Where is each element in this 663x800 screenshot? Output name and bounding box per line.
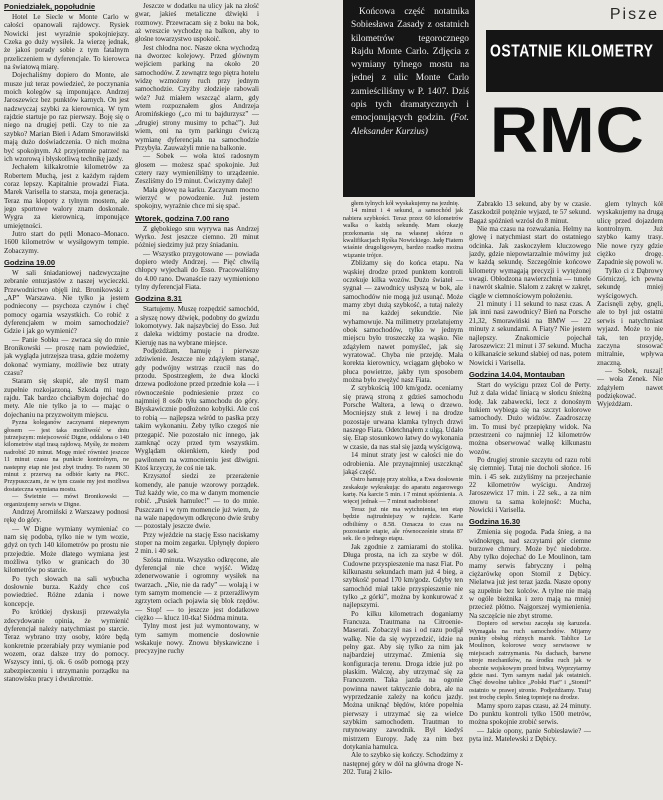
paragraph: Zabrakło 13 sekund, aby by w czasie. Zaszkodził potężnie wyjazd, te 57 sekund. Bagaż spóźnień wzrósł do 8 minut. [469,200,591,225]
paragraph: 21 minuty i 11 sekund to nasz czas. A jak inni nasi zawodnicy? Bień na Porsche 21,32, Smorawiński na BMW — 22 minuty z sekundami. A Fiaty? Nie jestem najlepszy. Znakomicie pojechał Jaroszewicz: 21 minut i 37 sekund. Mucha o kilkanaście sekund słabiej od nas, potem Nowicki i Varisella. [469,300,591,367]
article-column-2 [135,2,259,798]
article-column-1 [4,2,129,798]
section-heading: Godzina 8.31 [135,294,182,304]
paragraph: Jeszcze w dodatku na ulicy jak na złość gwar, jakieś metaliczne dźwięki i rozmowy. Przewracam się z boku na bok, aż wreszcie wychodzę na balkon, aby to głośne towarzystwo uspokoić. [135,2,259,44]
paragraph: głem tylnych kół wyskakujemy na jezdnię. [351,200,460,207]
paragraph: Podjeżdżam, hamuję i pierwsze zdziwienie. Jeszcze nie zdążyłem stanąć, gdy podwójny wstrząs rzucił nas do przodu. Spostrzegłem, że dwa klocki drzewa podłożone przed przednie koła — i równocześnie podniesienie przez co najmniej 8 osób tyłu samochodu do góry. Błyskawicznie podłożono kobyłki. Ale coś to robią — najlepsza wśród to pasłka przy takim wykonaniu. Żeby tylko czegoś nie przegapić. Nie pozostało nic innego, jak zamknąć oczy przed tym wszystkim. Wyglądam okienkiem, kiedy pod pawilonem na wzmocnieniu jest dźwigni. Ktoś krzyczy, że coś nie tak. [135,347,259,472]
photo-strip [262,0,340,800]
paragraph: Jest chłodna noc. Nasze okna wychodzą na dworzec kolejowy. Przed głównym wejściem parking na około 20 samochodów. Z zewnątrz tego piętra hotelu widzę wzmożony ruch przy jednym samochodzie. Czyżby złodzieje rabowali wóz? Już miałem wszcząć alarm, gdy wtem rozpoznałem głos Andrzeja Aromińskiego („co mi tu bajdurzysz” — „drugiej strony musimy to pchać”). Już wiem, oni na tym parkingu ćwiczą wymianę dyferencjała na samochodzie Przybyła. Zauważyli mnie na balkonie. [135,43,259,152]
paragraph: Po tych słowach na sali wybucha dosłownie burza. Każdy chce coś powiedzieć. Różne zdania i nowe koncepcje. [4,574,129,608]
paragraph: Andrzej Aromiński z Warszawy podnosi rękę do góry. [4,508,129,525]
article-column-5 [597,200,663,798]
section-heading: Wtorek, godzina 7.00 rano [135,213,230,223]
article-title: OSTATNIE KILOMETRY [490,40,654,60]
paragraph: Mała głowę na karku. Zaczynam mocno wierzyć w powodzenie. Już jestem spokojny, wyraźnie chce mi się spać. [135,185,259,211]
paragraph: — Świetnie — mówi Bronikowski — organizujemy serwis w Digne. [4,493,129,508]
paragraph: Mamy sporo zapas czasu, aż 24 minuty. Do punktu kontroli tylko 1500 metrów, można spokojnie zrobić serwis. [469,701,591,727]
paragraph: Startujemy. Muszę rozpędzić samochód, a słyszę nowy dźwięk, podobny do gwizdu lokomotywy. Jak najszybciej do Esso. Już z daleka widzimy postacie na drodze. Kieruję nas na wybrane miejsce. [135,305,259,347]
paragraph: Zmienia się pogoda. Pada śnieg, a na widnokręgu, nad szczytami gór ciemne burzowe chmury. Może być niedobrze. Aby tylko dojechać do Le Moulinon, tam mamy serwis fabryczny i pełną ciężarówkę opon Stomil z Dębicy. Nielatwa już jest teraz jazda. Nasze opony są zupełnie bez kolców. A tylne nie mają w ogóle bieżnika i zero mają na mniej przecież płótno. Najgorszej wymienienia. Na szczęście nie zbyt strome. [469,528,591,620]
paragraph: Z szybkością 100 km/godz. oceniamy się prawą stroną z gdzieś samochodu Porsche Waltera, a lewą o drzewo. Mocniejszy stuk z lewej i na drodze pozostaje urwana klamka tylnych drzwi naszego Fiata. Odetchnąłem z ulgą. Udało się. Etap stosunkowo łatwy do wykonania w czasie, da nas stał się jazdą wyścigową. [343,384,463,451]
paragraph: — W Digne wymiany wymieniać co nam się podoba, tylko nie w tym wozie, gdyż on tych 140 kilometrów po prostu nie przejedzie. Może dlatego wymiana jest możliwa tylko w granicach do 30 kilometrów po starcie. [4,524,129,575]
paragraph: Dopiero od serwisu zaczęła się karuzela. Wymagała na ruch samochodów. Mijamy punkty obsług różnych marek. Tablice Le Moulinon, kolorowe wozy serwisowe w miejscach zatrzymania. Na dachach, barwne stroje mechaników, na środku ruch jak w obecnie wojskowym przed bitwą. Wyprzytarmy gdzie nasi. Tym samym nadal jak ostatnich. Chęć dowolne tablice „Polski Fiat” i „Stomil” ostatnio w prawej stronie. Podjeżdżamy. Tutaj jest trochę ciepło. Śnieg topnieje na drodze. [469,620,591,702]
paragraph: Po kilku kilometrach doganiamy Francuza. Trautmana na Citroenie-Maserati. Zobaczył nas i od razu podjął walkę. Nie da się wyprzedzić, idzie na pełny gaz. Aby się tylko za nim jak najbardziej utrzymać. Zmienia się konfiguracja terenu. Droga idzie już po płaskim. Walczę, aby utrzymać się za Francuzem. Taka jazda na ogonie powinna nawet taktycznie dobra, ale na wyprzedzanie zależy na końcu jazdy. Można uniknąć błędów, które popełnia pierwszy i utrzymać się za wielce szybkim samochodem. Trautman to rutynowany zawodnik. Był kiedyś mistrzem Europy. Jadę za nim bez dotykania hamulca. [343,609,463,752]
paragraph: Krzysztof siedzi ze przerażenie komendy, ale panuje wzorowy porządek. Tuż każdy wie, co ma w danym momencie robić. „Pusiek hamulec!” — to do mnie. Puszczam i w tym momencie już wiem, że na wale napędowym odkręcono dwie śruby — pozostały jeszcze dwie. [135,472,259,531]
paragraph: — Wszystko przygotowane — powiada dopiero wtedy Andrzej. — Pięć chwilą chłopcy wyjechali do Esso. Pracowaliśmy do 4.00 rano. Dwanaście razy wymieniono tylny dyferencjał Fiata. [135,249,259,291]
paragraph: Szósta minuta. Wszystko odkręcone, ale dyferencjał nie chce wyjść. Widzę zdenerwowanie i ogromny wysiłek na twarzach. „Nie, nie da rady” — wołają i w tym samym momencie — z przeraźliwym zgrzytem ociach pojawia się blok rzędów. — Stop! — to jeszcze jest dodatkowe ciężko — klucz 10-tka! Siódma minuta. [135,555,259,623]
paragraph: Jutro start do pętli Monaco–Monaco. 1600 kilometrów w wysiłgowym tempie. Zobaczymy. [4,229,129,255]
lead-text: Końcowa część notatnika Sobiesława Zasady z ostatnich kilometrów tegorocznego Rajdu Monte Carlo. Zdjęcia z wymiany tylnego mostu na jednej z ulic Monte Carlo zamieściliśmy w P. 1407. Dziś opis tych dramatycznych i emocjonujących godzin. [351,7,469,124]
paragraph: Ostro hamuję przy stolika, a Ewa dosłownie zeskakuje wykrakując do aparatu zegarowego kartę. Na karcie 5 min. i 7 minut spóźnienia. A więcej jednak — 7 minut nadrobione! [343,476,463,506]
paragraph: — Sobek, ruszaj! — woła Zenek. Nie zdążyłem nawet podziękować. Wyjeżdżam. [597,366,663,409]
paragraph: Teraz już nie ma wytchnienia, ten etap będzie najtrudniejszy w rajdzie. Karte odbiliśmy o 8.58. Oznacza to czas na pozostanie etapie, ale równocześnie strata 87 sek. ile o jednego etapu. [343,505,463,543]
section-heading: Godzina 16.30 [469,517,521,527]
paragraph: Hotel Le Siecle w Monte Carlo w całości opanowali rajdowcy. Rysiek Nowicki jest wyraźnie spokojniejszy. Czeka go duży wysiłek. Ja wierzę jednak, że jakoś porady sobie z tym fatalnym przeliczeniem w dyferencjale. To kierowca na światową miarę. [4,13,129,72]
paragraph: Tylko ci z Dąbrowy Górniczej, ich pewna sekundę mniej wyścigowych. Zacisnęli zęby, gnęli, ale to był już ostatni serwis i natychmiast wyjazd. Może to nie tak, ten przyjdę, zaczyna stosować mitralnie, wpływa znaczną. [597,266,663,367]
paragraph: Po drugiej stronie szczytu od razu robi się ciemniej. Tutaj nie docholi słońce. 16 min. i 45 sek. zużyliśmy na przejechanie 22 kilometrów wyścigu. Andrzej Jaroszewicz 17 min. i 22 sek., a za nim znowu ta sama kolejność: Mucha, Nowicki i Varisella. [469,455,591,515]
paragraph: — Panie Sobku — zwraca się do mnie Bronikowski — proszę nam powiedzieć, jak wygląda jutrzejsza trasa, gdzie możemy dokonać wymiany, możliwie bez utraty czasu? [4,335,129,378]
section-heading: Godzina 14.04, Montauban [469,369,565,379]
author-prefix: Pisze [609,6,659,23]
section-heading: Poniedziałek, popołudnie [4,2,96,11]
paragraph: Staram się skupić, ale myśl mam zupełnie rozkojarzoną. Szkoda mi tego rajdu. Tak bardzo chciałbym dojechać do mety. Ale nie tylko ja to — mając o dojechaniu na przyzwoitym miejscu. [4,377,129,419]
article-column-3 [343,200,463,798]
photo-credit: (Fot. Aleksander Kurzius) [351,113,470,137]
paragraph: Dojechaliśmy dopiero do Monte, ale musze już teraz powiedzieć, że poczynania moich kolegów są imponujące. Andrzej Jaroszewicz bez punktów karnych. On jest nadzwyczaj szybki za kierownicą. W tym rajdzie startuje po raz pierwszy. Boję się o niego na drugiej petli. Czy to nie za szybko? Marian Bień i Adam Smorawiński mają dużo doświadczenia. O nich można być spokojnym. Aż przyjemnie patrzeć na ich wzorową i błyskotliwą technikę jazdy. [4,71,129,163]
paragraph: Zbliżamy się do końca etapu. Na wąskiej drodze przed punktem kontroli oczekuje kilka wozów. Dużo świateł — sygnał — zawodnicy usłyszą w bok, ale samochodów nie mogą już usunąć. Może mamy zbyt dużą szybkość, a tutaj należy mi na każdej sekundzie. Nie wyhamowuje. Na milimetry przelatujemy obok samochodów, tylko w jednym miejscu było troszeczkę za wąsko. Nie zdążyłem nawet pomyśleć, jak się wyratować. Chyba nie przejdę. Mała korekta kierownicy, wciągam głęboko w płuca powietrze, jakby tym sposobem można było zwężyć nasz Fiata. [343,259,463,385]
paragraph: Tylny most jest już wymontowany, w tym samym momencie dosłownie wskakuje nowy. Znowu błyskawiczne i precyzyjne ruchy [135,622,259,656]
article-lead [343,0,475,197]
paragraph: glem tylnych kół wyskakujemy na drugą ulicę przed dojazdem kontrolnym. Już szybko kamy trasy. Nie nowe ryzy gdzie ciężko drogę. Zapadnie się powoli w. [597,200,663,267]
paragraph: — Jakie opony, panie Sobiesławie? — pyta inż. Matelewski z Dębicy. [469,726,591,743]
paragraph: — Sobek — woła ktoś radosnym głosem — możesz spać spokojnie. Już cztery razy wymieniliśmy to urządzenie. Zeszliśmy do 19 minut. Ćwiczymy dalej! [135,152,259,186]
paragraph: 14 minut i 4 sekund, a samochód jak nabiera szybkości. Teraz przez 60 kilometrów walka o każdą sekundę. Mam okazję przekonania się na własnej skórze o kwalifikacjach Ryśka Nowickiego. Jadę Fiatem wiaśnie drugoligowym, bardzo rzadko można wiązanie trójce. [343,207,463,259]
paragraph: Nie ma czasu na rozważania. Helmy na głowę i natychmiast start do ostatniego odcinka. Jak zaskoczyłem kluczowego jazdy, gdzie niepowtarzalnie mówimy już w każdą sekundę. Szczególnie końcowe kilometry wymagają precyzji i wytężonej uwagi. Obłodzona nawierzchnia — tunele i nawrót skalnie. Slalom z zakręt w zakręt, ciągle w ciemnościowym położeniu. [469,225,591,300]
paragraph: Jechałem kilkakrotnie kilometrów za Robertem Muchą, jest z każdym rajdem coraz lepszy. Kapitalnie prowadzi Fiata. Marek Varisella to starsza, moja generacja. Teraz ma kłopoty z tylnym mostem, ale jego sportowe walory znam doskonale. Wygra za kierownicą, imponujące umiejętności. [4,163,129,230]
paragraph: Z głębokiego snu wyrywa nas Andrzej Wyrko. Jest jeszcze ciemno. 20 minut później siedzimy już przy śniadaniu. [135,224,259,250]
paragraph: Pyzna koleganów zaczynami niepewnym głosem — jest taka możliwość w dniu jutrzejszym: miejscowość Digne, oddalona o 140 kilometrów stąd trasą rajdową. Myślę, że możem nadrobić 20 minut. Mogę mieć również jeszcze 11 minut czasu na punkcie kontrolnym, ne nastepny etap nie jest zbyt trudny. To razem 30 minut z przerwą na odbiór karty na PKC. Przypuszczam, że w tym czasie my jest możliwa dostateczna wymiana mostu. [4,419,129,493]
rmc-logo: RMC [490,94,645,166]
paragraph: Po krótkiej dyskusji przeważyła zdecydowanie opinia, że wymienić dyferencjał należy natychmiast po starcie. Teraz wybrano trzy osoby, które będą konkretnie przerabiały przy wymianie pod wozem, oraz dalsze trzy do pomocy. Wszyscy inni, tj. ok. 6 osób pomogą przy zabezpieczeniu i utrzymaniu porządku na stanowisku pracy i dwukrotnie. [4,608,129,683]
paragraph: Start do wyścigu przez Col de Perty. Już z dala widać liniacą w słońcu śnieżną łodę. Jak zabawecki, lecz z donośnym hukiem wybiega się na szczyt kolorowe samochody. Dużo widzów. Zaadroszczę im. To musi być przepiękny widok. Na przestrzeni co najmniej 12 kilometrów można obserwować walkę kilkunastu wozów. [469,380,591,456]
article-header [480,0,663,197]
paragraph: 14 minut straty jest w całości nie do odrobienia. Ale przynajmniej uszczknąć jakąś część. [343,451,463,476]
paragraph: Ale to szybko się kończy. Schodzimy z następnej góry w dół na główna droge N-202. Tutaj 2 kilo- [343,751,463,777]
article-column-4 [469,200,591,798]
section-heading: Godzina 19.00 [4,257,56,267]
paragraph: Przy wjeździe na stację Esso naciskamy stoper na moim zegarku. Upłynęły dopiero 2 min. i 40 sek. [135,530,259,556]
paragraph: W sali śniadaniowej nadzwyczajne zebranie entuzjastów z naszej wycieczki. Przewodnictwo objęli inż. Bronikowski z „AP” Warszawa. Nie tylko ja jestem podniecony — psychoza czynów i chęć pomocy ogarnia wszystkich. Co robić z dyferencjałem w moim samochodzie? Gdzie i jak go wymienić? [4,268,129,336]
paragraph: Jak zgodnie z zamiarami do stolika. Długa prosta, na ich za szybe w dół. Cudowne przyspieszenie ma nasz Fiat. Po kilkunastu sekundach mam już 4 bieg, a szybkość ponad 170 km/godz. Gdyby ten samochód miał takie przyspieszenie nie tylko „z górki”, można by konkurować z najlepszymi. [343,542,463,610]
